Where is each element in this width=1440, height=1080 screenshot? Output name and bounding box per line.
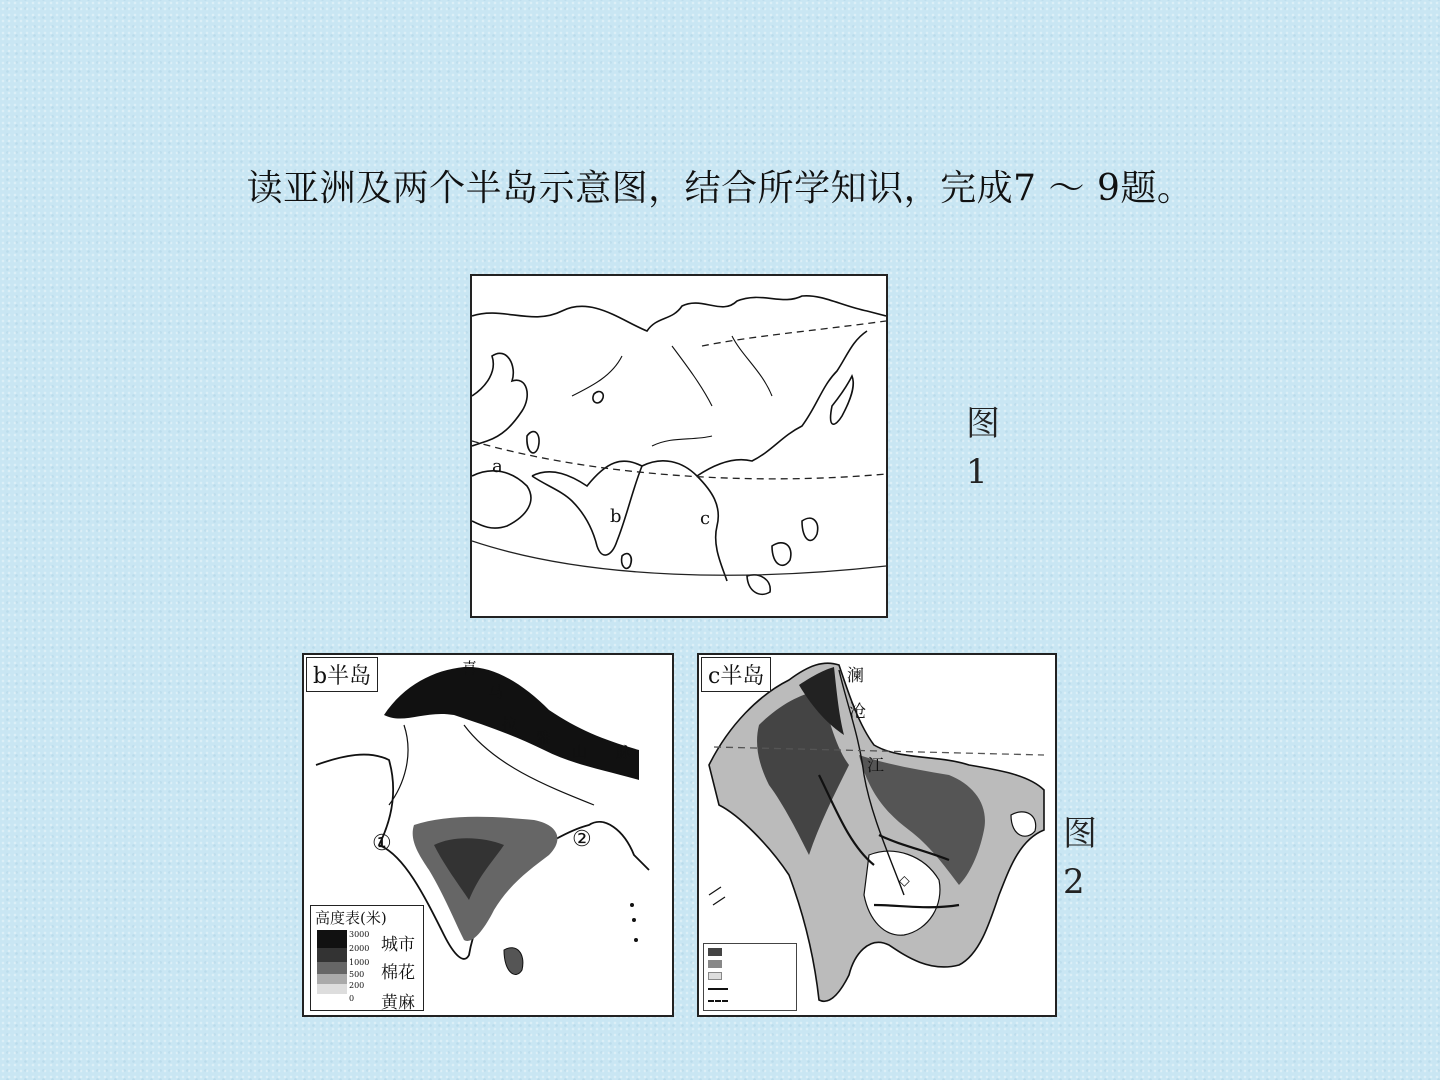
heading-suffix: 题。 (1120, 168, 1194, 209)
legend-swatch-1000 (317, 962, 347, 974)
legend-c-border-line (708, 1000, 728, 1002)
legend-swatch-500 (317, 974, 347, 984)
legend-level-200: 200 (349, 981, 365, 990)
asia-map-drawing (472, 276, 886, 616)
himalaya-char-3: 拉 (502, 715, 518, 733)
legend-jute: 黄麻 (381, 993, 415, 1013)
b-peninsula-map (302, 653, 674, 1017)
legend-city: 城市 (381, 935, 415, 955)
heading-num-from: 7 (1013, 168, 1037, 209)
figure-1-num: 1 (966, 452, 988, 492)
himalaya-char-6: 脉 (616, 743, 632, 761)
himalaya-char-4: 雅 (536, 729, 552, 747)
map1-point-b: b (610, 506, 622, 527)
legend-level-2000: 2000 (349, 944, 370, 953)
legend-title: 高度表(米) (315, 909, 387, 927)
legend-level-3000: 3000 (349, 930, 370, 939)
legend-cotton: 棉花 (381, 963, 415, 983)
legend-level-0: 0 (349, 994, 355, 1003)
lancang-char-1: 澜 (847, 666, 864, 686)
b-peninsula-legend (310, 905, 424, 1011)
heading-tilde: ～ (1048, 168, 1085, 209)
lancang-char-3: 江 (867, 756, 884, 776)
legend-c-river-line (708, 988, 728, 990)
c-peninsula-map (697, 653, 1057, 1017)
lake-marker: ◇ (899, 873, 910, 889)
legend-c-swatch-3 (708, 972, 722, 980)
legend-swatch-2000 (317, 948, 347, 962)
legend-swatch-3000 (317, 930, 347, 948)
legend-level-500: 500 (349, 970, 365, 979)
legend-c-swatch-2 (708, 960, 722, 968)
heading-num-to: 9 (1096, 168, 1121, 209)
figure-2-char: 图 (1063, 814, 1097, 854)
legend-c-swatch-1 (708, 948, 722, 956)
question-heading (0, 160, 1440, 211)
himalaya-char-1: 喜 (462, 659, 478, 677)
map1-point-a: a (492, 456, 503, 477)
asia-map (470, 274, 888, 618)
c-peninsula-legend (703, 943, 797, 1011)
marker-one: ① (372, 831, 392, 856)
figure-1-char: 图 (966, 404, 1000, 444)
heading-prefix: 读亚洲及两个半岛示意图，结合所学知识，完成 (246, 168, 1014, 209)
figure-1-label (966, 400, 1016, 496)
figure-2-num: 2 (1063, 862, 1085, 902)
figure-2-label (1063, 810, 1113, 906)
lancang-char-2: 沧 (849, 702, 866, 722)
b-peninsula-title: b半岛 (306, 657, 378, 692)
c-peninsula-title: c半岛 (701, 657, 771, 692)
himalaya-char-2: 马 (488, 683, 504, 701)
legend-level-1000: 1000 (349, 958, 370, 967)
legend-swatch-200 (317, 984, 347, 994)
map1-point-c: c (700, 508, 711, 529)
marker-two: ② (572, 827, 592, 852)
himalaya-char-5: 山 (572, 743, 588, 761)
